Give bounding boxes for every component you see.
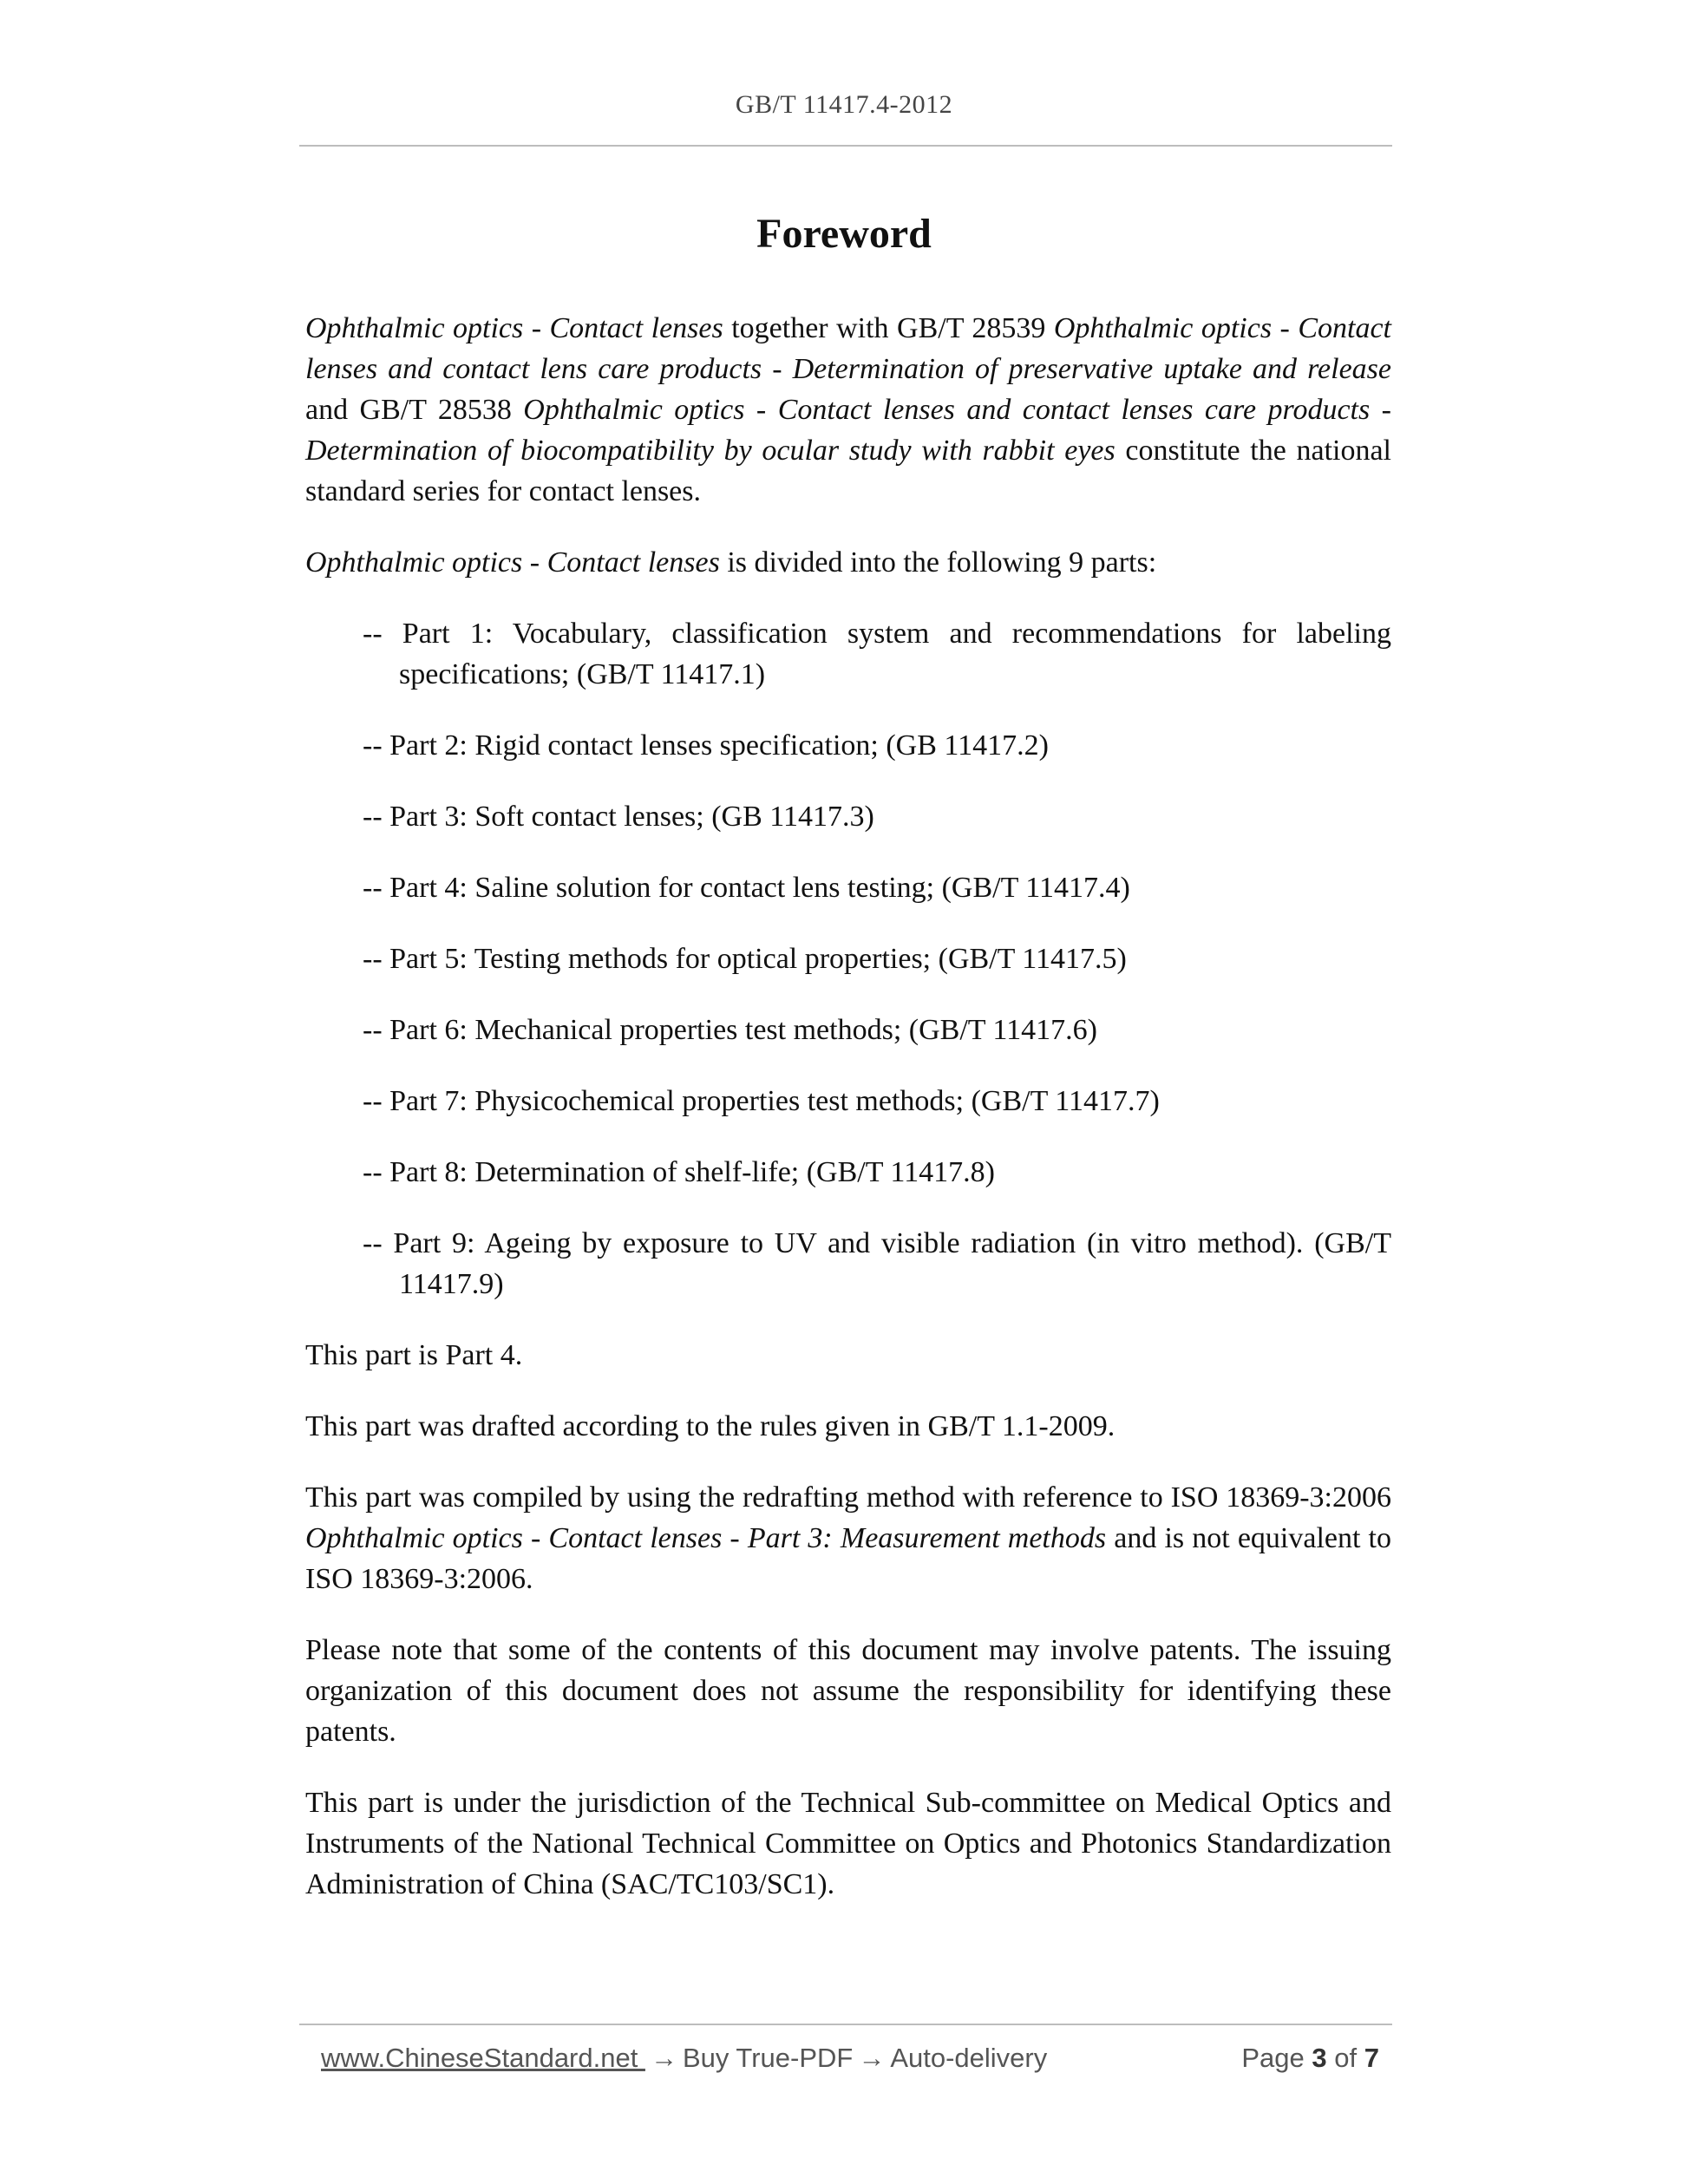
text-run: and GB/T 28538 — [305, 394, 524, 426]
page-footer — [321, 2043, 1379, 2081]
paragraph-series — [305, 308, 1391, 512]
page-label: Page — [1241, 2043, 1305, 2073]
text-run: and is not equivalent to ISO 18369-3:2006. — [305, 1522, 1391, 1595]
of-label: of — [1334, 2043, 1358, 2073]
list-item-part-3: -- Part 3: Soft contact lenses; (GB 11417.3) — [363, 801, 874, 833]
italic-title: Ophthalmic optics - Contact lenses — [305, 546, 720, 579]
paragraph-parts-intro — [305, 542, 1391, 583]
paragraph-patents: Please note that some of the contents of this document may involve patents. The issuing organization of this document does not assume the responsibility for identifying these patents. — [305, 1634, 1391, 1748]
list-item-part-6: -- Part 6: Mechanical properties test methods; (GB/T 11417.6) — [363, 1014, 1097, 1046]
text-run: This part was compiled by using the redrafting method with reference to ISO 18369-3:2006 — [305, 1481, 1391, 1514]
paragraph-redrafting — [305, 1477, 1391, 1599]
text-run: constitute the national standard series for contact lenses. — [305, 435, 1391, 507]
list-item-part-1: -- Part 1: Vocabulary, classification system and recommendations for labeling specifications; (GB/T 11417.1) — [363, 618, 1391, 690]
arrow-right-icon: → — [650, 2043, 677, 2073]
paragraph-drafting-rules: This part was drafted according to the rules given in GB/T 1.1-2009. — [305, 1410, 1116, 1442]
list-item-part-2: -- Part 2: Rigid contact lenses specification; (GB 11417.2) — [363, 729, 1049, 762]
page-title: Foreword — [756, 211, 932, 257]
list-item-part-4: -- Part 4: Saline solution for contact lens testing; (GB/T 11417.4) — [363, 872, 1130, 904]
footer-links — [321, 2043, 1047, 2074]
header-divider — [299, 145, 1392, 147]
text-run: is divided into the following 9 parts: — [719, 546, 1157, 579]
italic-title: Ophthalmic optics - Contact lenses - Part 3: Measurement methods — [305, 1522, 1107, 1554]
list-item-part-5: -- Part 5: Testing methods for optical properties; (GB/T 11417.5) — [363, 943, 1127, 975]
italic-title: Ophthalmic optics - Contact lenses and contact lenses care products - Determination of biocompatibility by ocular study with rabbit eyes — [305, 394, 1391, 467]
current-page: 3 — [1312, 2043, 1327, 2073]
total-pages: 7 — [1364, 2043, 1379, 2073]
paragraph-this-part: This part is Part 4. — [305, 1339, 523, 1371]
paragraph-jurisdiction: This part is under the jurisdiction of the Technical Sub-committee on Medical Optics and Instruments of the National Technical Committee on Optics and Photonics Standardization Administration of China (SAC/TC103/SC1). — [305, 1787, 1391, 1900]
document-body — [305, 308, 1391, 1935]
arrow-right-icon: → — [858, 2043, 886, 2073]
list-item-part-9: -- Part 9: Ageing by exposure to UV and visible radiation (in vitro method). (GB/T 11417.9) — [363, 1227, 1391, 1300]
page-indicator — [1241, 2043, 1379, 2074]
italic-title: Ophthalmic optics - Contact lenses — [305, 312, 723, 344]
text-run: together with GB/T 28539 — [723, 312, 1054, 344]
document-header: GB/T 11417.4-2012 — [735, 90, 953, 119]
italic-title: Ophthalmic optics - Contact lenses and contact lens care products - Determination of preservative uptake and release — [305, 312, 1391, 385]
list-item-part-8: -- Part 8: Determination of shelf-life; (GB/T 11417.8) — [363, 1156, 995, 1188]
footer-divider — [299, 2024, 1392, 2025]
list-item-part-7: -- Part 7: Physicochemical properties test methods; (GB/T 11417.7) — [363, 1085, 1160, 1117]
buy-true-pdf-link[interactable]: Buy True-PDF — [682, 2043, 854, 2073]
site-link[interactable]: www.ChineseStandard.net — [321, 2043, 645, 2073]
auto-delivery-label: Auto-delivery — [890, 2043, 1048, 2073]
